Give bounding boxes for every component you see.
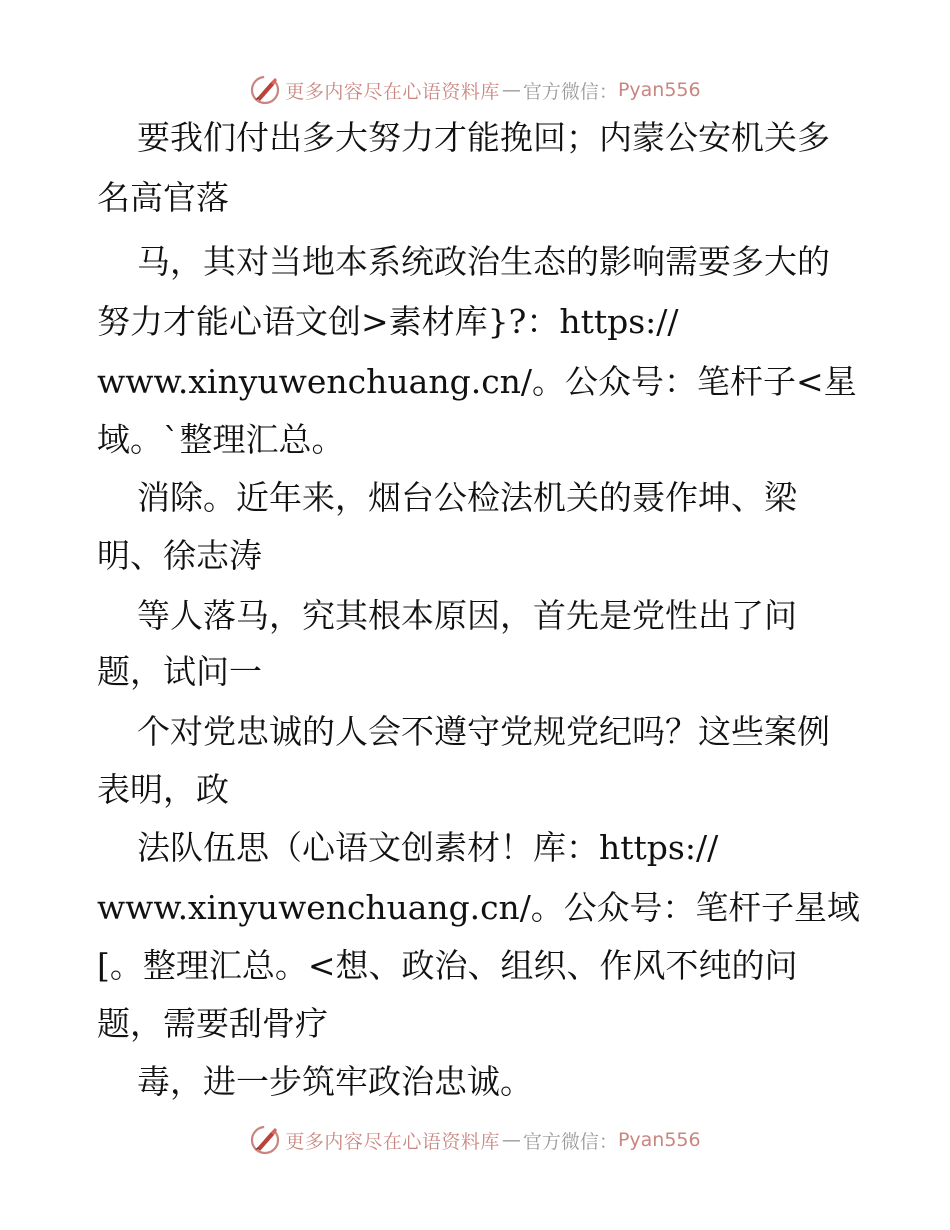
paragraph-line: 等人落马，究其根本原因，首先是党性出了问: [137, 596, 797, 635]
banner-dash: —: [501, 79, 521, 101]
paragraph-line: 明、徐志涛: [97, 536, 262, 575]
paragraph-line: 消除。近年来，烟台公检法机关的聂作坤、梁: [137, 478, 797, 517]
paragraph-line: 名高官落: [97, 178, 229, 217]
paragraph-line: 题，试问一: [97, 652, 262, 691]
banner-slogan: 更多内容尽在心语资料库: [285, 1130, 500, 1153]
footer-watermark-banner: [0, 1120, 950, 1160]
paragraph-line: 马，其对当地本系统政治生态的影响需要多大的: [137, 242, 830, 281]
paragraph-line: 题，需要刮骨疗: [97, 1004, 328, 1043]
banner-wechat-id: Pyan556: [617, 79, 701, 101]
paragraph-line: 要我们付出多大努力才能挽回；内蒙公安机关多: [137, 118, 830, 157]
banner-slogan: 更多内容尽在心语资料库: [285, 80, 500, 103]
paragraph-line: 法队伍思（心语文创素材！库：https://: [137, 828, 719, 867]
paragraph-line: 毒，进一步筑牢政治忠诚。: [137, 1062, 533, 1101]
header-watermark-banner: [0, 70, 950, 110]
paragraph-line: www.xinyuwenchuang.cn/。公众号：笔杆子<星: [97, 362, 857, 401]
quill-pen-circle-icon: [249, 74, 281, 106]
paragraph-line: 域。`整理汇总。: [97, 420, 345, 459]
paragraph-line: www.xinyuwenchuang.cn/。公众号：笔杆子星域: [97, 888, 860, 927]
banner-official-label: 官方微信：: [522, 1130, 618, 1153]
banner-official-label: 官方微信：: [522, 80, 618, 103]
paragraph-line: 个对党忠诚的人会不遵守党规党纪吗？这些案例: [137, 712, 830, 751]
quill-pen-circle-icon: [249, 1124, 281, 1156]
banner-dash: —: [501, 1129, 521, 1151]
paragraph-line: 努力才能心语文创>素材库}?：https://: [97, 302, 679, 341]
paragraph-line: 表明，政: [97, 770, 229, 809]
paragraph-line: [。整理汇总。<想、政治、组织、作风不纯的问: [97, 946, 798, 985]
banner-wechat-id: Pyan556: [617, 1129, 701, 1151]
